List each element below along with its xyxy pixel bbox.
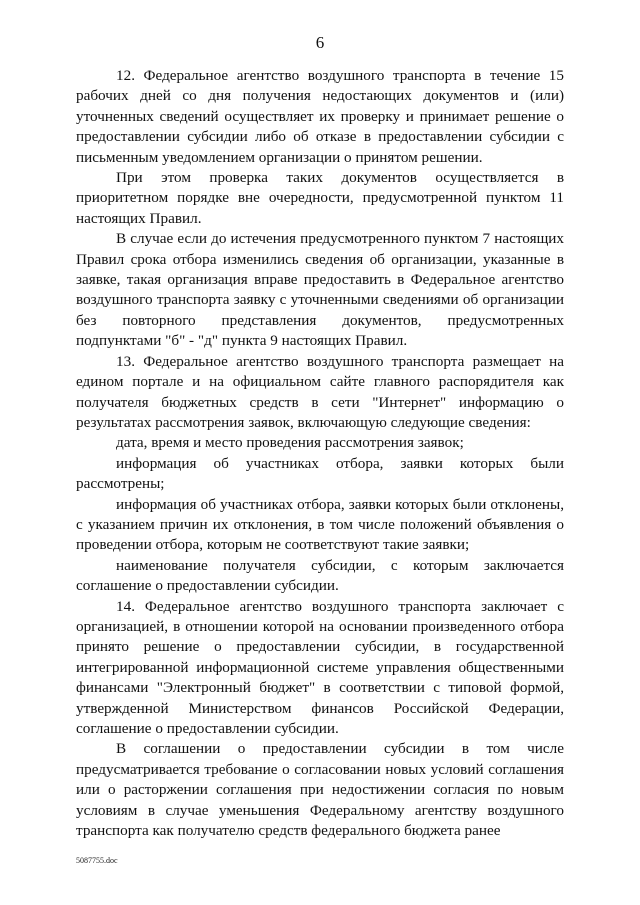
list-item-rejected-participants: информация об участниках отбора, заявки которых были отклонены, с указанием причин их отклонения, в том числе положений объявления о проведении отбора, которым не соответствуют такие заявки; <box>76 495 564 554</box>
paragraph-13: 13. Федеральное агентство воздушного транспорта размещает на едином портале и на официальном сайте главного распорядителя как получателя бюджетных средств в сети "Интернет" информацию о результатах рассмотрения заявок, включающую следующие сведения: <box>76 352 564 431</box>
list-item-subsidy-recipient: наименование получателя субсидии, с которым заключается соглашение о предоставлении субсидии. <box>76 556 564 595</box>
paragraph-12-updated-application: В случае если до истечения предусмотренного пунктом 7 настоящих Правил срока отбора изменились сведения об организации, указанные в заявке, такая организация вправе предоставить в Федеральное агентство воздушного транспорта заявку с уточненными сведениями об организации без повторного представления документов, предусмотренных подпунктами "б" - "д" пункта 9 настоящих Правил. <box>76 230 564 350</box>
footer-doc-id: 5087755.doc <box>76 856 118 865</box>
paragraph-12-check-priority: При этом проверка таких документов осуществляется в приоритетном порядке вне очередности, предусмотренной пунктом 11 настоящих Правил. <box>76 169 564 227</box>
paragraph-14: 14. Федеральное агентство воздушного транспорта заключает с организацией, в отношении которой на основании произведенного отбора принято решение о предоставлении субсидии, в государственной интегрированной информационной системе управления общественными финансами "Электронный бюджет" в соответствии с типовой формой, утвержденной Министерством финансов Российской Федерации, соглашение о предоставлении субсидии. <box>76 597 564 737</box>
list-item-reviewed-participants: информация об участниках отбора, заявки которых были рассмотрены; <box>76 454 564 493</box>
paragraph-14-agreement-terms: В соглашении о предоставлении субсидии в том числе предусматривается требование о согласовании новых условий соглашения или о расторжении соглашения при недостижении согласия по новым условиям в случае уменьшения Федеральному агентству воздушного транспорта как получателю средств федерального бюджета ранее <box>76 740 564 840</box>
page-number: 6 <box>315 33 325 52</box>
document-body <box>76 66 564 841</box>
list-item-date-time-place: дата, время и место проведения рассмотрения заявок; <box>116 434 464 452</box>
paragraph-12: 12. Федеральное агентство воздушного транспорта в течение 15 рабочих дней со дня получения недостающих документов и (или) уточненных сведений осуществляет их проверку и принимает решение о предоставлении субсидии либо об отказе в предоставлении субсидии с письменным уведомлением организации о принятом решении. <box>76 67 564 166</box>
